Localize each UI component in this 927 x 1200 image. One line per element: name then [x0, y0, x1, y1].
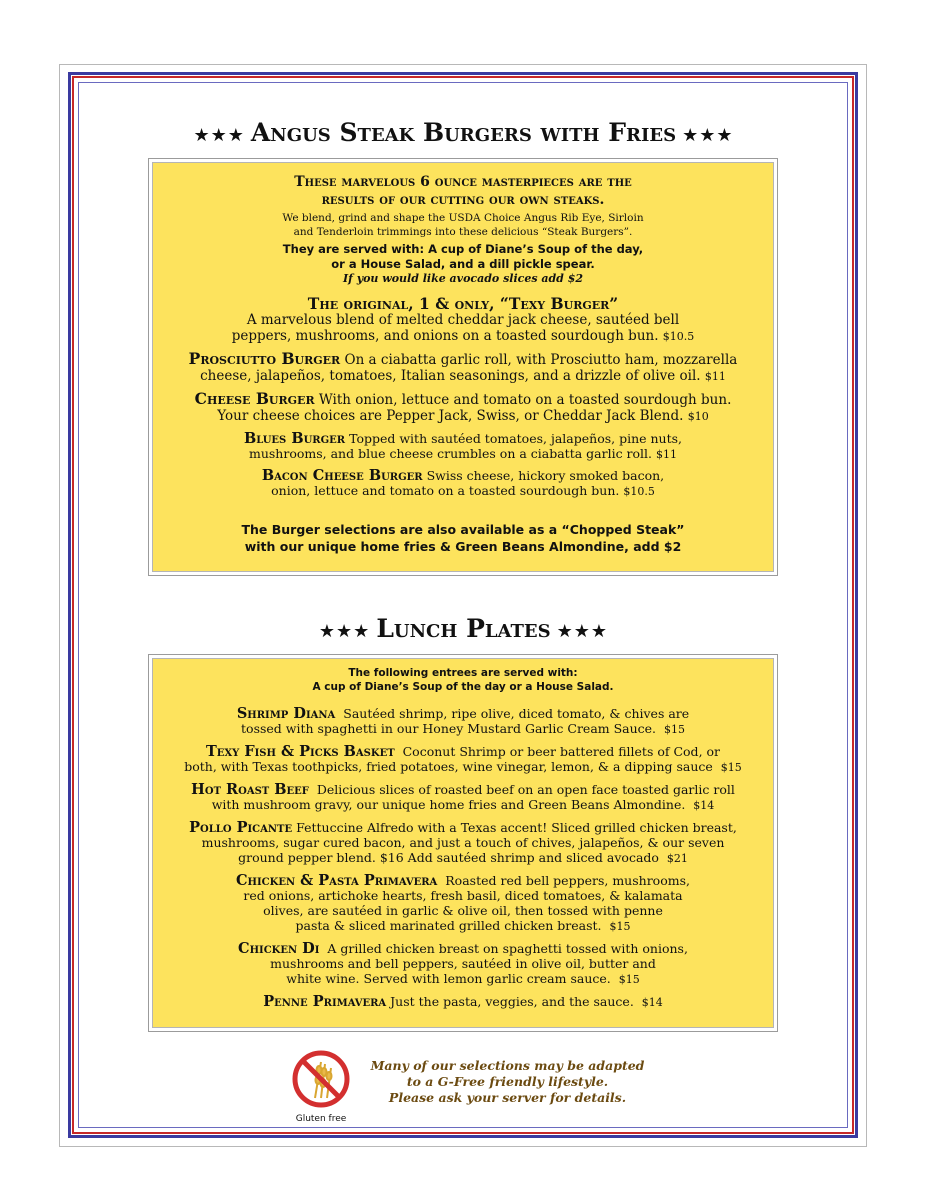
lunch-desc: Delicious slices of roasted beef on an open face toasted garlic roll [316, 782, 735, 797]
burger-desc: Your cheese choices are Pepper Jack, Swiss, or Cheddar Jack Blend. [217, 408, 684, 424]
lunch-desc: olives, are sautéed in garlic & olive oil, then tossed with penne [263, 903, 663, 918]
burger-desc: On a ciabatta garlic roll, with Prosciutto ham, mozzarella [344, 352, 738, 368]
lunch-name: Chicken Di [238, 940, 320, 957]
gf-note-line-2: to a G-Free friendly lifestyle. [406, 1074, 609, 1089]
lunch-desc: pasta & sliced marinated grilled chicken breast. [295, 918, 602, 933]
lunch-item [157, 994, 769, 1010]
burger-name: Prosciutto Burger [188, 349, 341, 368]
lunch-desc: both, with Texas toothpicks, fried potatoes, wine vinegar, lemon, & a dipping sauce [184, 759, 713, 774]
burger-desc: peppers, mushrooms, and onions on a toasted sourdough bun. [231, 328, 659, 344]
lunch-item [157, 706, 769, 737]
lunch-section-title [0, 614, 927, 643]
lunch-item [157, 820, 769, 866]
lunch-desc: mushrooms and bell peppers, sautéed in olive oil, butter and [270, 956, 656, 971]
burgers-section-title [0, 118, 927, 147]
gluten-free-note [355, 1058, 660, 1106]
gluten-free-icon [291, 1050, 351, 1108]
burger-price: $11 [704, 370, 726, 383]
gf-note-line-1: Many of our selections may be adapted [370, 1058, 645, 1073]
chopped-steak-line-2: with our unique home fries & Green Beans Almondine, add $2 [244, 539, 682, 554]
lunch-desc: mushrooms, sugar cured bacon, and just a touch of chives, jalapeños, & our seven [201, 835, 725, 850]
burger-desc: onion, lettuce and tomato on a toasted sourdough bun. [271, 483, 620, 498]
burger-desc: mushrooms, and blue cheese crumbles on a ciabatta garlic roll. [248, 446, 653, 461]
stars-left-icon: ★★★ [318, 621, 371, 642]
burger-item [157, 468, 769, 499]
burgers-blend-line-2: and Tenderloin trimmings into these delicious “Steak Burgers”. [293, 226, 633, 238]
stars-left-icon: ★★★ [193, 125, 245, 146]
lunch-price: $15 [663, 723, 685, 736]
lunch-desc: A grilled chicken breast on spaghetti tossed with onions, [327, 941, 688, 956]
lunch-title: Lunch Plates [376, 614, 551, 643]
burger-name: Bacon Cheese Burger [261, 467, 423, 484]
lunch-price: $15 [618, 973, 640, 986]
burger-price: $10.5 [623, 485, 655, 498]
stars-right-icon: ★★★ [556, 621, 609, 642]
burger-name: The original, 1 & only, “Texy Burger” [307, 294, 619, 313]
burgers-title: Angus Steak Burgers with Fries [250, 118, 677, 147]
burger-name: Blues Burger [243, 430, 346, 447]
lunch-desc: with mushroom gravy, our unique home fries and Green Beans Almondine. [211, 797, 686, 812]
lunch-desc: red onions, artichoke hearts, fresh basil, diced tomatoes, & kalamata [243, 888, 683, 903]
lunch-name: Shrimp Diana [236, 705, 336, 722]
lunch-desc: white wine. Served with lemon garlic cream sauce. [286, 971, 611, 986]
lunch-desc: Coconut Shrimp or beer battered fillets of Cod, or [402, 744, 721, 759]
lunch-name: Chicken & Pasta Primavera [236, 872, 438, 889]
burger-item [157, 351, 769, 385]
stars-right-icon: ★★★ [682, 125, 734, 146]
lunch-desc: Fettuccine Alfredo with a Texas accent! Sliced grilled chicken breast, [296, 820, 737, 835]
lunch-panel [148, 654, 778, 1032]
lunch-desc: tossed with spaghetti in our Honey Mustard Garlic Cream Sauce. [241, 721, 657, 736]
lunch-item [157, 873, 769, 934]
burger-item [157, 391, 769, 425]
lunch-price: $15 [720, 761, 742, 774]
lunch-price: $14 [641, 996, 663, 1009]
burger-item [157, 296, 769, 345]
burgers-panel [148, 158, 778, 576]
burger-desc: Swiss cheese, hickory smoked bacon, [426, 468, 665, 483]
burger-name: Cheese Burger [194, 389, 315, 408]
lunch-desc: Roasted red bell peppers, mushrooms, [445, 873, 690, 888]
lunch-intro-line-1: The following entrees are served with: [348, 667, 578, 679]
burgers-blend-line-1: We blend, grind and shape the USDA Choice Angus Rib Eye, Sirloin [282, 212, 644, 224]
burger-desc: cheese, jalapeños, tomatoes, Italian seasonings, and a drizzle of olive oil. [200, 368, 701, 384]
lunch-item [157, 782, 769, 813]
burger-item [157, 431, 769, 462]
burgers-served-line-1: They are served with: A cup of Diane’s Soup of the day, [282, 242, 644, 256]
lunch-desc: Sautéed shrimp, ripe olive, diced tomato, & chives are [343, 706, 690, 721]
chopped-steak-line-1: The Burger selections are also available as a “Chopped Steak” [241, 522, 685, 537]
burger-price: $11 [656, 448, 677, 461]
gluten-free-label: Gluten free [295, 1114, 347, 1124]
lunch-item [157, 941, 769, 987]
lunch-name: Texy Fish & Picks Basket [205, 743, 395, 760]
lunch-desc: ground pepper blend. $16 Add sautéed shrimp and sliced avocado [238, 850, 659, 865]
burgers-intro-line-1: These marvelous 6 ounce masterpieces are the [294, 174, 632, 190]
lunch-desc: Just the pasta, veggies, and the sauce. [390, 994, 634, 1009]
gluten-free-badge [289, 1050, 353, 1124]
lunch-name: Pollo Picante [189, 819, 293, 836]
burger-price: $10.5 [662, 330, 695, 343]
burger-desc: With onion, lettuce and tomato on a toasted sourdough bun. [318, 392, 732, 408]
gf-note-line-3: Please ask your server for details. [388, 1090, 627, 1105]
burger-desc: Topped with sautéed tomatoes, jalapeños, pine nuts, [349, 431, 683, 446]
lunch-name: Penne Primavera [263, 993, 387, 1010]
burger-price: $10 [687, 410, 709, 423]
lunch-price: $21 [666, 852, 688, 865]
lunch-price: $14 [693, 799, 715, 812]
lunch-item [157, 744, 769, 775]
burgers-served-line-2: or a House Salad, and a dill pickle spear. [331, 257, 595, 271]
lunch-name: Hot Roast Beef [191, 781, 309, 798]
burgers-intro-line-2: results of our cutting our own steaks. [321, 192, 605, 208]
burgers-avocado-note: If you would like avocado slices add $2 [342, 272, 584, 285]
burger-desc: A marvelous blend of melted cheddar jack cheese, sautéed bell [246, 312, 680, 328]
lunch-price: $15 [609, 920, 631, 933]
lunch-intro-line-2: A cup of Diane’s Soup of the day or a House Salad. [312, 681, 614, 693]
